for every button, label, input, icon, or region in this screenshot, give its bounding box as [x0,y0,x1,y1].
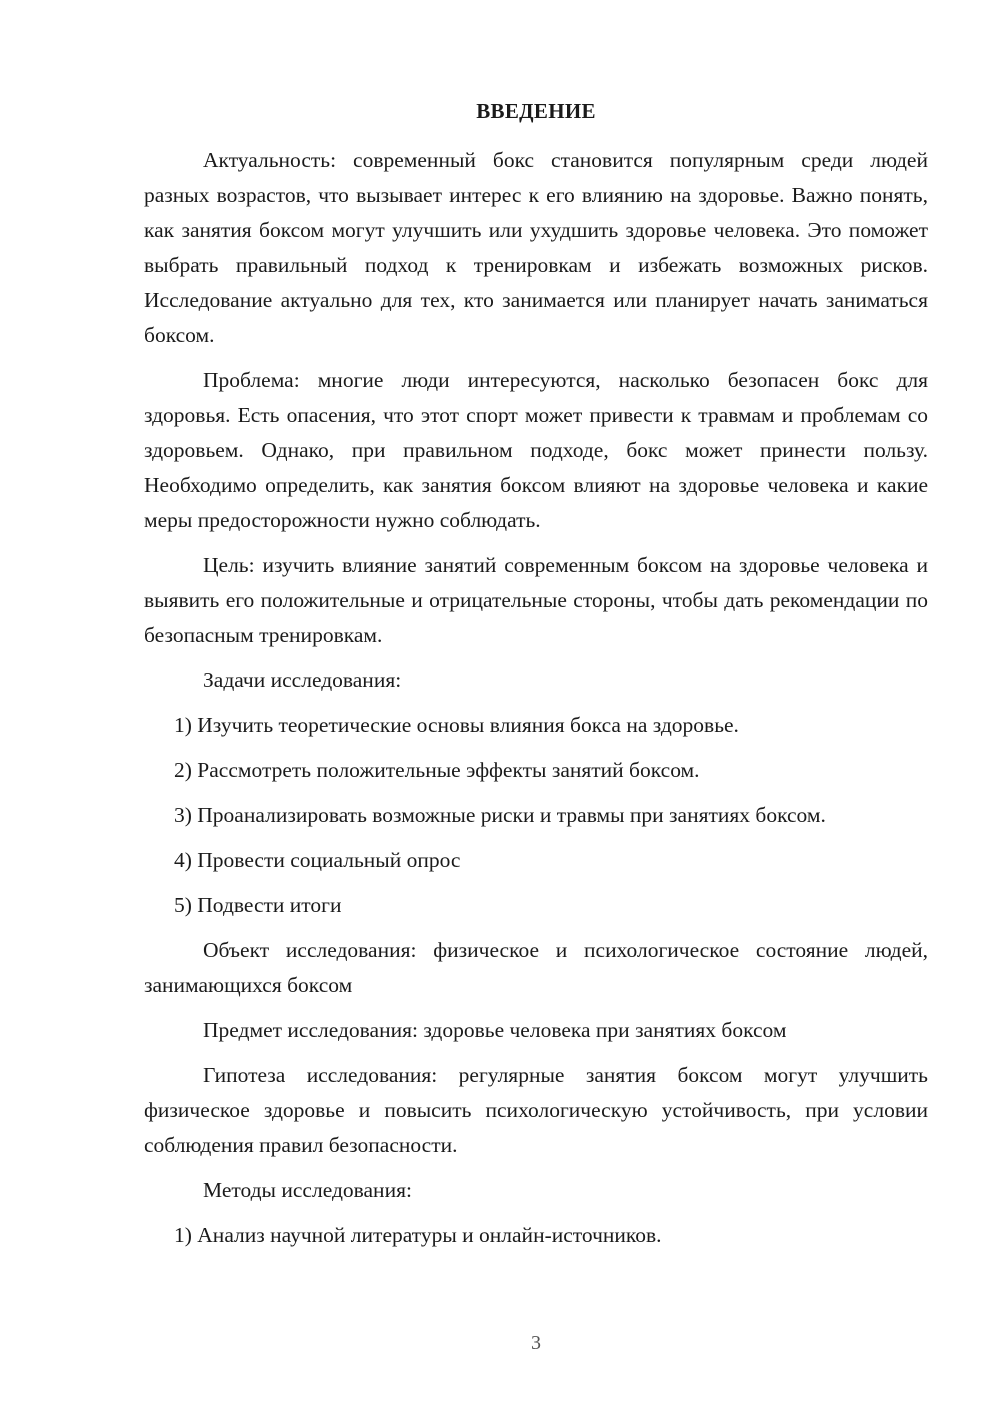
paragraph-relevance: Актуальность: современный бокс становится популярным среди людей разных возрастов, что вызывает интерес к его влиянию на здоровье. Важно понять, как занятия боксом могут улучшить или ухудшить здоровье человека. Это поможет выбрать правильный подход к тренировкам и избежать возможных рисков. Исследование актуально для тех, кто занимается или планирует начать заниматься боксом. [144,148,928,347]
list-item-task-5: 5) Подвести итоги [174,893,342,917]
list-item-task-1: 1) Изучить теоретические основы влияния бокса на здоровье. [174,713,739,737]
page-body [144,143,928,1263]
paragraph-goal: Цель: изучить влияние занятий современным боксом на здоровье человека и выявить его положительные и отрицательные стороны, чтобы дать рекомендации по безопасным тренировкам. [144,553,928,647]
paragraph-hypothesis: Гипотеза исследования: регулярные занятия боксом могут улучшить физическое здоровье и повысить психологическую устойчивость, при условии соблюдения правил безопасности. [144,1063,928,1157]
paragraph-methods-heading: Методы исследования: [203,1178,412,1202]
page-number: 3 [531,1332,541,1354]
list-item-task-4: 4) Провести социальный опрос [174,848,461,872]
paragraph-object: Объект исследования: физическое и психологическое состояние людей, занимающихся боксом [144,938,928,997]
list-item-task-3: 3) Проанализировать возможные риски и травмы при занятиях боксом. [174,803,826,827]
paragraph-problem: Проблема: многие люди интересуются, насколько безопасен бокс для здоровья. Есть опасения, что этот спорт может привести к травмам и проблемам со здоровьем. Однако, при правильном подходе, бокс может принести пользу. Необходимо определить, как занятия боксом влияют на здоровье человека и какие меры предосторожности нужно соблюдать. [144,368,928,532]
page-title: ВВЕДЕНИЕ [476,99,596,123]
paragraph-tasks-heading: Задачи исследования: [203,668,402,692]
list-item-task-2: 2) Рассмотреть положительные эффекты занятий боксом. [174,758,700,782]
paragraph-subject: Предмет исследования: здоровье человека при занятиях боксом [203,1018,787,1042]
list-item-method-1: 1) Анализ научной литературы и онлайн-источников. [174,1223,662,1247]
